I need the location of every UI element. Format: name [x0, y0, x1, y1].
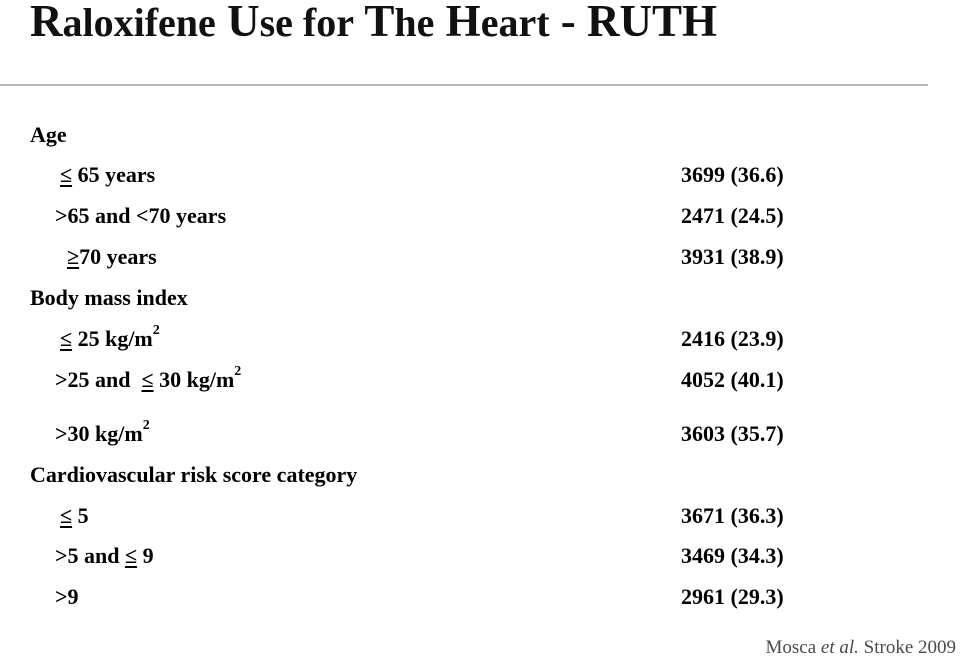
row-label: >65 and <70 years [55, 203, 227, 228]
row-value: 3931 (38.9) [681, 244, 784, 269]
table-row [0, 365, 960, 395]
row-label: >9 [55, 584, 79, 609]
row-label: >25 and ≤ 30 $kg/m^2$ [55, 365, 241, 395]
table-row [0, 324, 960, 354]
table-row [0, 541, 960, 571]
table-row [0, 582, 960, 612]
row-value: 2961 (29.3) [681, 584, 784, 609]
row-value: 2471 (24.5) [681, 203, 784, 228]
greater-equal-symbol: ≥ [67, 244, 80, 269]
less-equal-symbol: ≤ [141, 367, 154, 392]
citation: Mosca et al. Stroke 2009 [765, 637, 956, 658]
title-divider [0, 84, 928, 86]
table-row [0, 160, 960, 190]
less-equal-symbol: ≤ [125, 543, 138, 568]
less-equal-symbol: ≤ [60, 162, 73, 187]
row-value: 3469 (34.3) [681, 543, 784, 568]
less-equal-symbol: ≤ [60, 326, 73, 351]
row-label: >5 and ≤ 9 [55, 541, 154, 571]
row-value: 3603 (35.7) [681, 421, 784, 446]
section-header-age: Age [30, 122, 67, 147]
row-label: ≥70 years [67, 242, 157, 272]
row-value: 2416 (23.9) [681, 326, 784, 351]
section-header-cardiovascular: Cardiovascular risk score category [30, 462, 358, 487]
row-label: ≤ 5 [60, 501, 89, 531]
row-label: ≤ 65 years [60, 160, 155, 190]
table-row [0, 419, 960, 449]
section-header-bmi: Body mass index [30, 285, 188, 310]
page-title: Raloxifene Use for The Heart - RUTH [30, 0, 718, 46]
row-value: 3699 (36.6) [681, 162, 784, 187]
row-value: 4052 (40.1) [681, 367, 784, 392]
less-equal-symbol: ≤ [60, 503, 73, 528]
row-label: >30 $kg/m^2$ [55, 417, 150, 446]
table-row [0, 501, 960, 531]
table-row [0, 242, 960, 272]
row-label: ≤ 25 $kg/m^2$ [60, 324, 160, 354]
row-value: 3671 (36.3) [681, 503, 784, 528]
table-row [0, 201, 960, 231]
